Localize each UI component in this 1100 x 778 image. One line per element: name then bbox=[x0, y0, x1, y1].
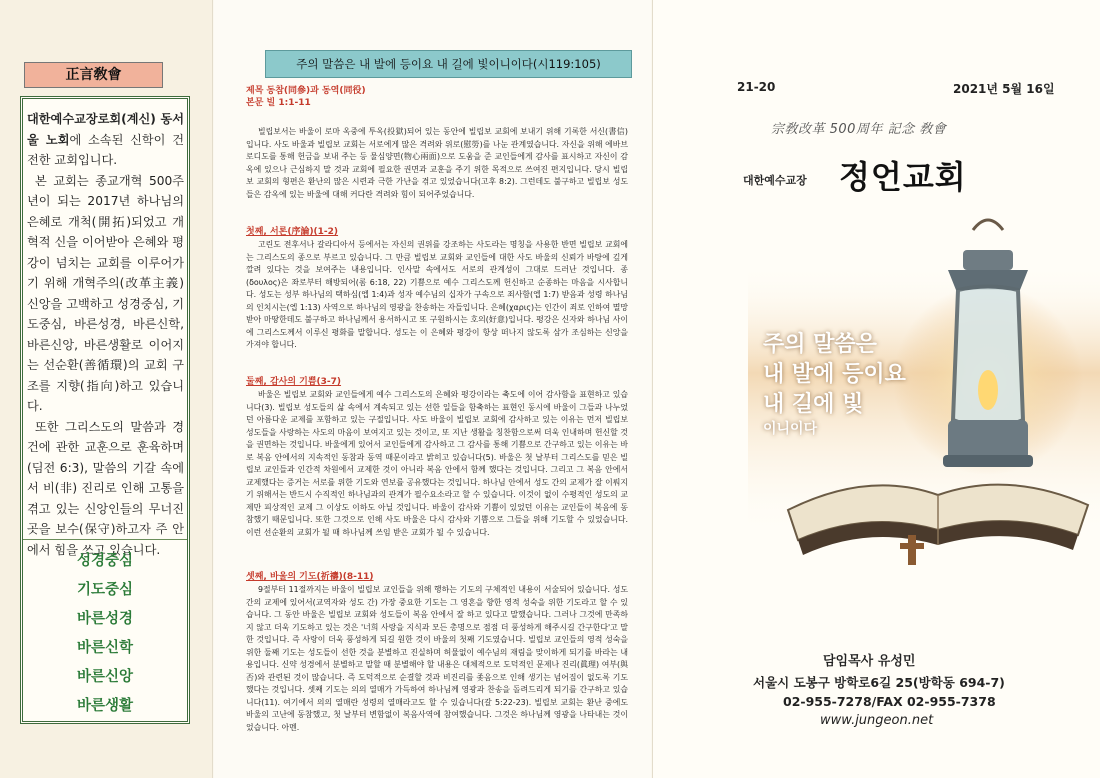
sermon-heading bbox=[246, 85, 366, 109]
church-website[interactable]: www.jungeon.net bbox=[820, 713, 934, 728]
issue-number: 21-20 bbox=[737, 80, 776, 94]
intro-p1-rest: 에 소속된 신학이 건전한 교회입니다. bbox=[27, 132, 184, 167]
cover-verse-line: 내 길에 빛 bbox=[763, 392, 864, 417]
intro-box bbox=[20, 96, 190, 724]
middle-panel bbox=[214, 0, 651, 778]
cover-verse-line: 이니이다 bbox=[763, 421, 818, 437]
intro-paragraph-2: 본 교회는 종교개혁 500주년이 되는 2017년 하나님의 은혜로 개척(開拓)되었고 개혁적 신을 이어받아 은혜와 평강이 넘치는 교회를 이루어가기 위해 개혁주의(改革主義) 신앙을 고백하고 성경중심, 기도중심, 바른성경, 바른신학, 바른신앙, 바른생활로 이어지는 선순환(善循環)의 교회 구조를 지향(指向)하고 있습니다. bbox=[27, 173, 184, 413]
intro-paragraph-1 bbox=[27, 109, 184, 171]
slogan-list bbox=[23, 547, 187, 721]
section-2-body bbox=[246, 389, 628, 539]
left-panel bbox=[0, 0, 212, 778]
slogan-item: 성경중심 bbox=[76, 553, 134, 569]
cover-verse bbox=[763, 330, 963, 438]
section-3-body bbox=[246, 584, 628, 734]
cover-verse-line: 내 발에 등이요 bbox=[763, 362, 906, 387]
issue-date: 2021년 5월 16일 bbox=[953, 82, 1055, 96]
church-phone: 02-955-7278/FAX 02-955-7378 bbox=[783, 694, 996, 709]
intro-text bbox=[27, 109, 184, 560]
divider bbox=[23, 539, 187, 540]
slogan-item: 바른신앙 bbox=[76, 669, 134, 685]
fold-line bbox=[212, 0, 213, 778]
church-label: 正言敎會 bbox=[24, 62, 163, 88]
section-1-body bbox=[246, 239, 628, 352]
section-1-text: 고린도 전후서나 갈라디아서 등에서는 자신의 권위를 강조하는 사도라는 명칭을 사용한 반면 빌립보 교회에는 그리스도의 종으로 부르고 있습니다. 그 만큼 빌립보 교회와 교인들에 대한 사도 바울의 신뢰가 바탕에 깊게 깔려 있다는 것을 보여주는 내용입니다. 인사말 속에서도 서로의 관계성이 그대로 드러난 것입니다. 종(δουλος)은 좌로부터 해방되어(롬 6:18, 22) 기쁨으로 예수 그리스도께 헌신하고 순종하는 마음을 시사합니다. 성도는 성부 하나님의 택하심(엡 1:4)과 성자 예수님의 십자가 구속으로 죄사함(엡 1:7) 받음과 성령 하나님의 인치시는(엡 1:13) 사역으로 하나님의 영광을 찬송하는 자들입니다. 은혜(χαρις)는 인간이 죄로 인하여 멸망 받아 마땅한데도 불구하고 하나님께서 용서하시고 또 구원하시는 호의(好意)입니다. 평강은 신자와 하나님 사이에 그리스도께서 이루신 평화를 말합니다. 성도는 이 은혜와 평강이 항상 떠나지 않도록 삼가 조심하는 신앙을 가져야 합니다. bbox=[246, 240, 628, 349]
open-bible-icon bbox=[788, 485, 1088, 555]
section-2-text: 바울은 빌립보 교회와 교인들에게 예수 그리스도의 은혜와 평강이라는 축도에 이어 감사함을 표현하고 있습니다(3). 빌립보 성도들의 삶 속에서 계속되고 있는 선한 일들을 함축하는 표현인 동시에 바울이 그들과 나누었던 아름다운 교제를 포함하고 있는 구절입니다. 사도 바울이 빌립보 교회에 감사하고 있는 이유는 먼저 빌립보 성도들을 사랑하는 사도의 마음이 보여지고 있는 것이고, 또 지난 생활을 칭찬함으로써 더욱 인내하며 헌신할 것을 권면하는 것입니다. 바울에게 있어서 교인들에게 감사하고 그 감사를 통해 기쁨으로 간구하고 있는 이유는 바로 복음 안에서의 지속적인 동참과 동역 때문이라고 밝히고 있습니다(5). 바울은 첫 날부터 그리스도를 믿은 빌립보 교인들과 인간적 차원에서 교제한 것이 아니라 복음 안에서 함께 했다는 것입니다. 그리고 그 복음 안에서 교제했다는 증거는 서로를 위한 기도와 연보를 공유했다는 것입니다. 하나님 안에서 성도 간의 교제가 잘 이뤄지기 위해서는 반드시 수직적인 하나님과의 관계가 필수요소라고 할 수 있습니다. 이것이 없이 수평적인 성도의 교제만 피상적인 교제 그 이상도 이하도 아닐 것입니다. 바울이 감사와 기쁨이 있었던 이유는 교인들이 복음에 동참했기 때문입니다. 또한 그것으로 인해 사도 바울은 다시 감사와 기쁨으로 그들을 위해 기도할 수 있었습니다. 이런 선순환의 교회가 될 때 하나님께 쓰임 받은 교회가 될 수 있습니다. bbox=[246, 390, 628, 537]
church-address: 서울시 도봉구 방학로6길 25(방학동 694-7) bbox=[753, 675, 1005, 690]
slogan-item: 기도중심 bbox=[76, 582, 134, 598]
denomination: 대한예수교장 bbox=[743, 174, 807, 187]
anniversary-line: 宗敎改革 500周年 記念 敎會 bbox=[771, 122, 947, 137]
intro-paragraph-3: 또한 그리스도의 말씀과 경건에 관한 교훈으로 훈육하며(딤전 6:3), 말씀의 기갈 속에서 비(非) 진리로 인해 고통을 겪고 있는 신앙인들의 무너진 곳을 보수(保守)하고자 주 안에서 힘을 쓰고 있습니다. bbox=[27, 419, 184, 557]
sermon-passage: 본문 빌 1:1-11 bbox=[246, 98, 311, 108]
section-1-heading: 첫째, 서론(序論)(1-2) bbox=[246, 227, 339, 237]
pastor-name: 담임목사 유성민 bbox=[823, 654, 916, 669]
intro-p1-bold: 대한예수교장로회(계신) 동서울 노회 bbox=[27, 112, 184, 147]
slogan-item: 바른생활 bbox=[76, 698, 134, 714]
section-2-heading: 둘째, 감사의 기쁨(3-7) bbox=[246, 377, 342, 387]
slogan-item: 바른성경 bbox=[76, 611, 134, 627]
sermon-title: 제목 동참(同參)과 동역(同役) bbox=[246, 86, 366, 96]
sermon-intro-text: 빌립보서는 바울이 로마 옥중에 투옥(投獄)되어 있는 동안에 빌립보 교회에 보내기 위해 기록한 서신(書信)입니다. 사도 바울과 빌립보 교회는 서로에게 많은 격려와 위로(慰勞)를 나눈 관계였습니다. 자신을 위해 에바브로디도를 통해 헌금을 보내 주는 등 물심양면(物心兩面)으로 도움을 준 교인들에게 감사를 표시하고 자신이 감옥에 있으나 근심하지 말 것과 교회에 필요한 권면과 교훈을 주기 위한 목적으로 쓰여진 편지입니다. 당시 빌립보 교회의 형편은 환난의 많은 시련과 극한 가난을 겪고 있었습니다(고후 8:2). 그런데도 불구하고 빌립보 성도들은 감옥에 있는 바울에 대해 커다란 격려와 힘이 되어주었습니다. bbox=[246, 127, 628, 199]
church-name: 정언교회 bbox=[839, 158, 967, 196]
cover-verse-line: 주의 말씀은 bbox=[763, 332, 877, 357]
section-3-heading: 셋째, 바울의 기도(祈禱)(8-11) bbox=[246, 572, 374, 582]
right-panel bbox=[653, 0, 1100, 778]
verse-banner: 주의 말씀은 내 발에 등이요 내 길에 빛이니이다(시119:105) bbox=[265, 50, 632, 78]
sermon-intro bbox=[246, 126, 628, 201]
slogan-item: 바른신학 bbox=[76, 640, 134, 656]
section-3-text: 9절부터 11절까지는 바울이 빌립보 교인들을 위해 행하는 기도의 구체적인 내용이 서술되어 있습니다. 성도간의 교제에 있어서(교역자와 성도 간) 가장 중요한 기도는 그 영혼을 향한 영적 성숙을 위한 기도라고 할 수 있습니다. 그 동안 바울은 빌립보 교회와 성도들이 복음 안에서 잘 하고 있다고 말했습니다. 그러나 그것에 만족하지 않고 더욱 기도하고 있는 것은 '너희 사랑을 지식과 모든 총명으로 점점 더 풍성하게 해주시길 간구한다'고 말한 것입니다. 즉 사랑이 더욱 풍성하게 되길 원한 것이 바울의 첫째 기도였습니다. 빌립보 교인들의 영적 성숙을 위한 둘째 기도는 성도들이 선한 것을 분별하고 진실하며 허물없이 예수님의 재림을 맞이하게 되기를 바라는 내용입니다. 신약 성경에서 분별하고 말할 때 분별해야 할 내용은 대체적으로 도덕적인 문제나 진리(眞理) 여부(與否)와 관련된 것이 많습니다. 즉 도덕적으로 순결할 것과 비진리를 좇음으로 인해 생기는 넘어짐이 없도록 기도했다는 것입니다. 셋째 기도는 의의 열매가 가득하여 하나님께 영광과 찬송을 돌려드리게 되기를 간구하고 있습니다(11). 여기에서 의의 열매란 성령의 열매라고도 할 수 있습니다(갈 5:22-23). 빌립보 교회는 환난 중에도 바울의 고난에 동참했고, 첫 날부터 변함없이 복음사역에 참여했습니다. 그것은 하나님께 영광을 나타내는 것이었습니다. 아멘. bbox=[246, 585, 628, 732]
